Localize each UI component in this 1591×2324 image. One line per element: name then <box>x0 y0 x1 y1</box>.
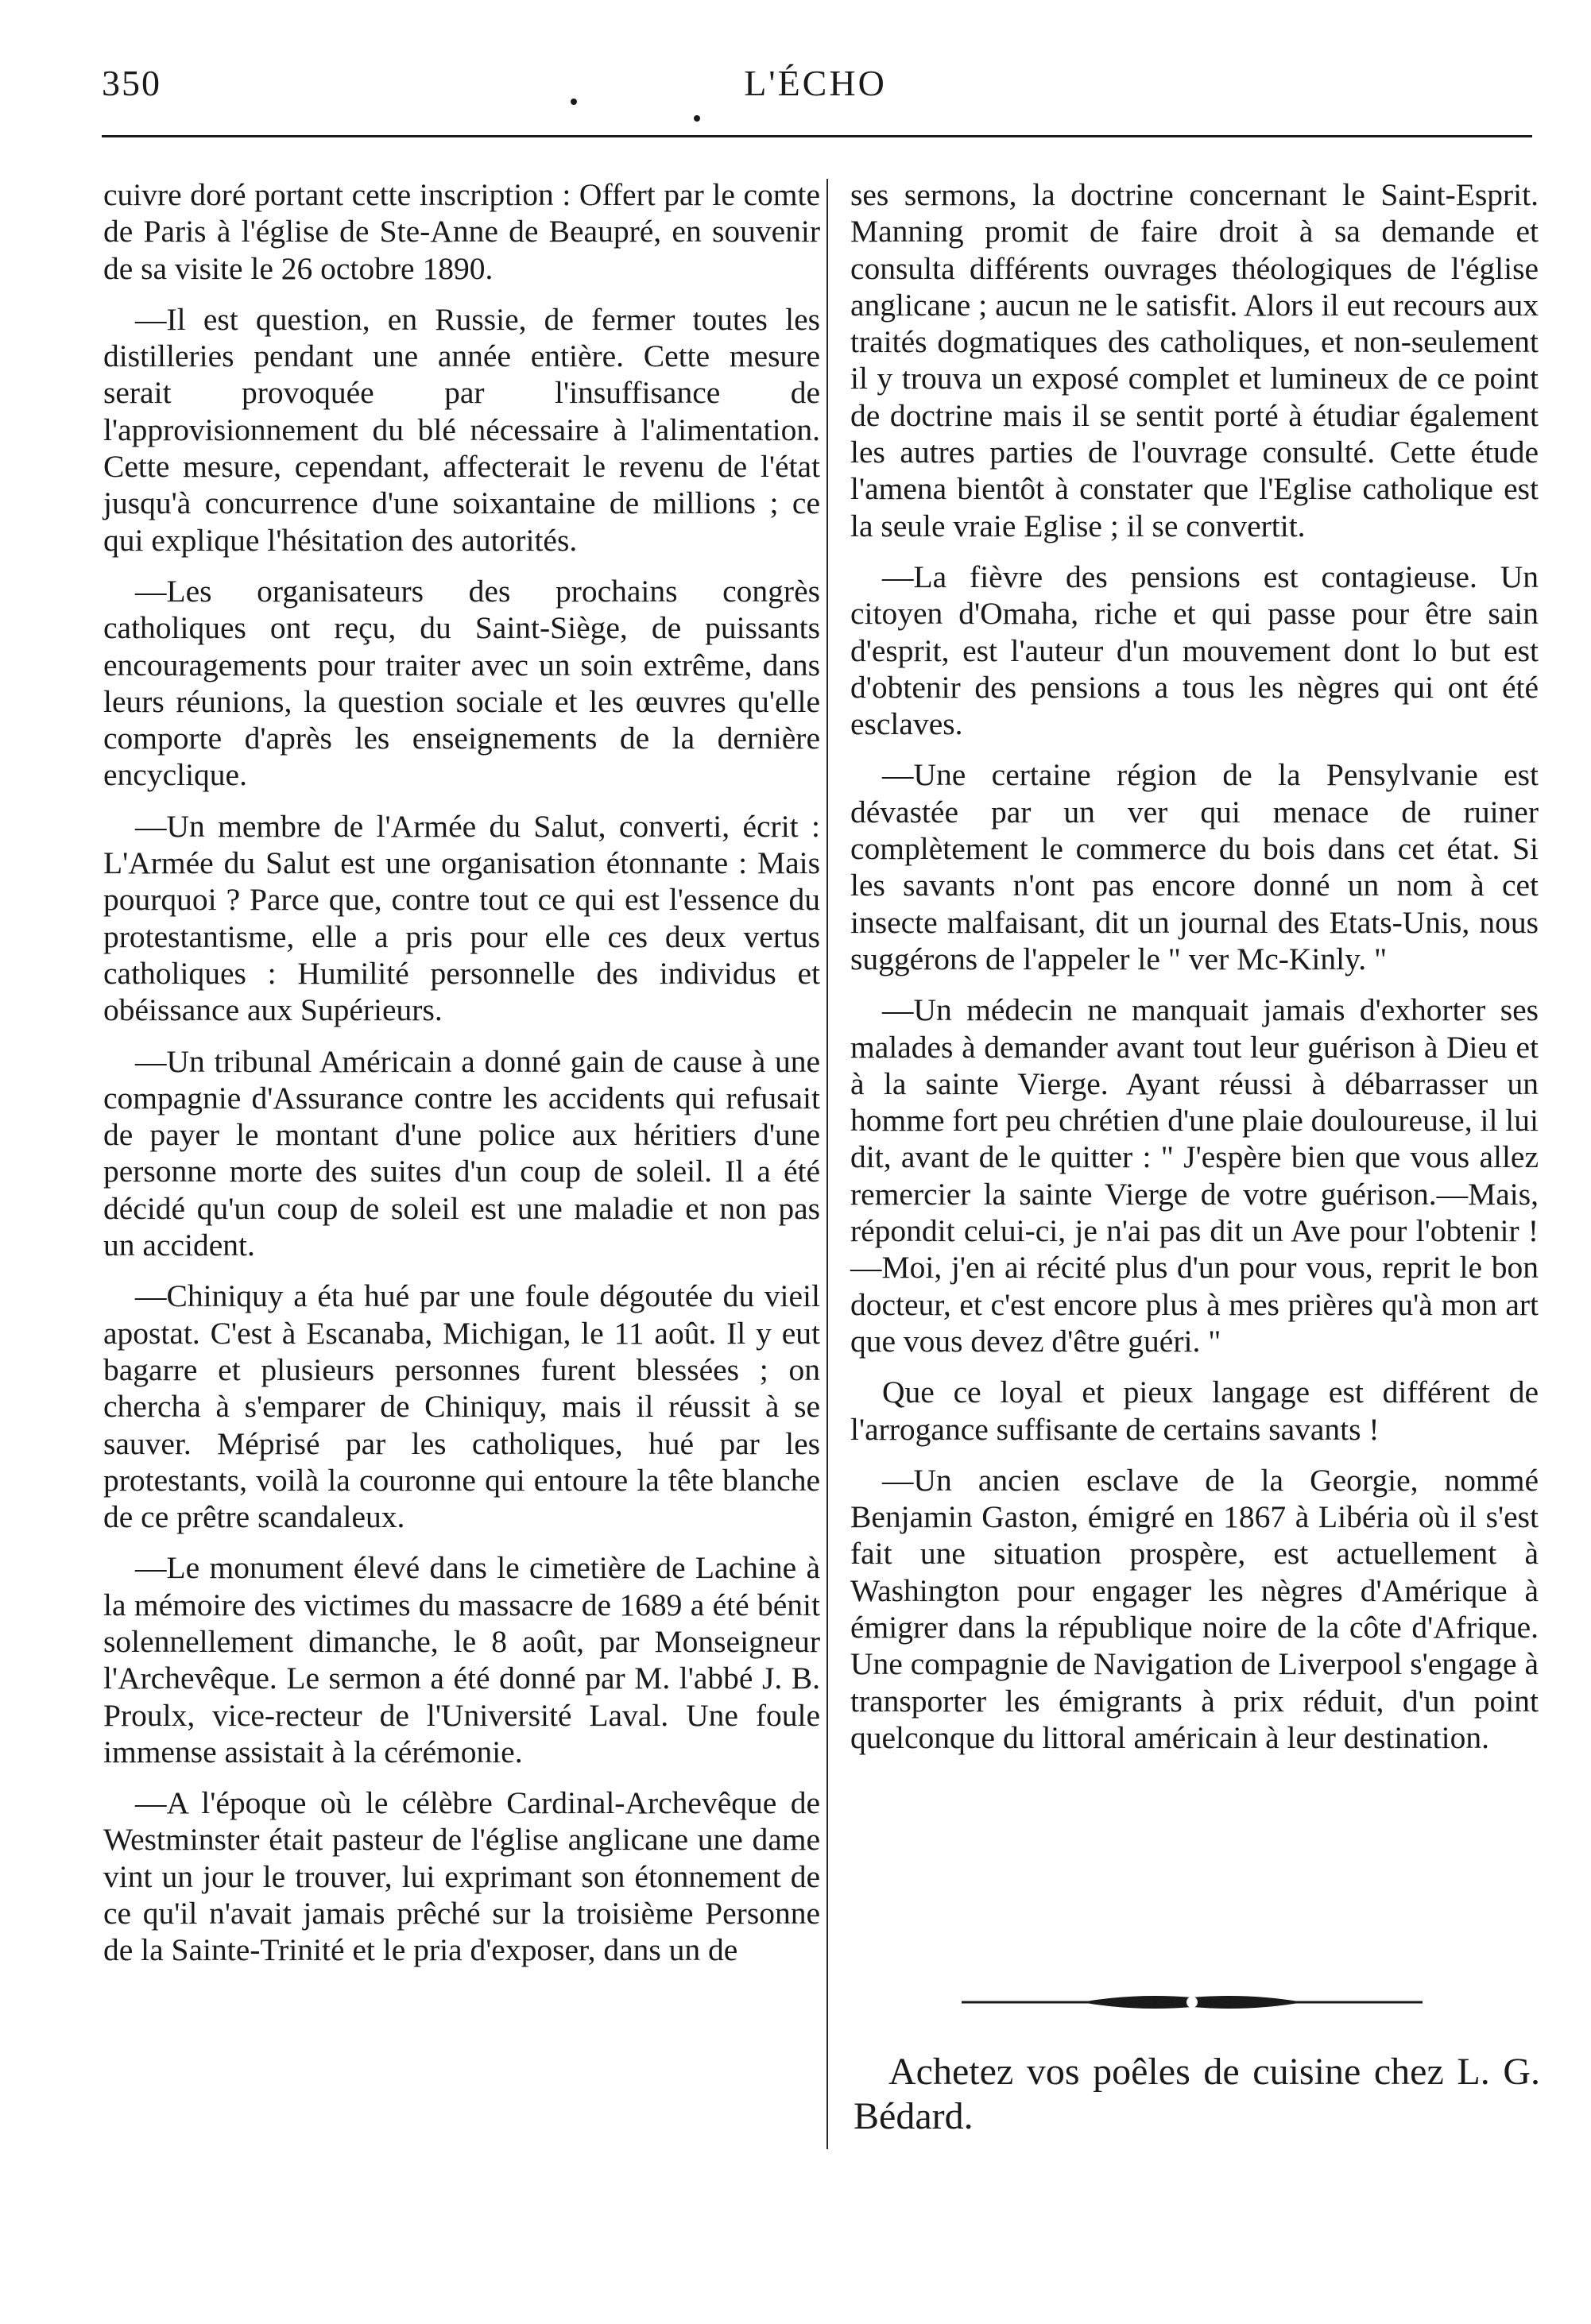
paragraph: —Le monument élevé dans le cimetière de Lachine à la mémoire des victimes du massacre de 1689 a été bénit solennellement dimanche, le 8 août, par Monseigneur l'Archevêque. Le sermon a été donné par M. l'abbé J. B. Proulx, vice-recteur de l'Université Laval. Une foule immense assistait à la cérémonie. <box>103 1550 820 1769</box>
page-header <box>102 57 1529 113</box>
page-number: 350 <box>102 63 161 103</box>
paragraph: —Il est question, en Russie, de fermer toutes les distilleries pendant une année entière. Cette mesure serait provoquée par l'insuffisance de l'approvisionnement du blé nécessaire à l'alimentation. Cette mesure, cependant, affecterait le revenu de l'état jusqu'à concurrence d'une soixantaine de millions ; ce qui explique l'hésitation des autorités. <box>103 301 820 558</box>
paragraph: —Une certaine région de la Pensylvanie est dévastée par un ver qui menace de ruiner complètement le commerce du bois dans cet état. Si les savants n'ont pas encore donné un nom à cet insecte malfaisant, dit un journal des Etats-Unis, nous suggérons de l'appeler le " ver Mc-Kinly. " <box>850 757 1539 976</box>
paragraph: —Un médecin ne manquait jamais d'exhorter ses malades à demander avant tout leur guérison à Dieu et à la sainte Vierge. Ayant réussi à débarrasser un homme fort peu chrétien d'une plaie douloureuse, il lui dit, avant de le quitter : " J'espère bien que vous allez remercier la sainte Vierge de votre guérison.—Mais, répondit celui-ci, je n'ai pas dit un Ave pour l'obtenir !—Moi, j'en ai récité plus d'un pour vous, reprit le bon docteur, et c'est encore plus à mes prières qu'à mon art que vous devez d'être guéri. " <box>850 992 1539 1359</box>
paragraph: —A l'époque où le célèbre Cardinal-Archevêque de Westminster était pasteur de l'église anglicane une dame vint un jour le trouver, lui exprimant son étonnement de ce qu'il n'avait jamais prêché sur la troisième Personne de la Sainte-Trinité et le pria d'exposer, dans un de <box>103 1785 820 1968</box>
paragraph: ses sermons, la doctrine concernant le Saint-Esprit. Manning promit de faire droit à sa demande et consulta différents ouvrages théologiques de l'église anglicane ; aucun ne le satisfit. Alors il eut recours aux traités dogmatiques des catholiques, et non-seulement il y trouva un exposé complet et lumineux de ce point de doctrine mais il se sentit porté à étudiar également les autres parties de l'ouvrage consulté. Cette étude l'amena bientôt à constater que l'Eglise catholique est la seule vraie Eglise ; il se convertit. <box>850 177 1539 543</box>
header-rule <box>102 135 1532 137</box>
ornamental-divider <box>962 1986 1423 2018</box>
advertisement: Achetez vos poêles de cuisine chez L. G. Bédard. <box>854 2051 1540 2137</box>
column-rule <box>826 179 828 2149</box>
paragraph: —Un membre de l'Armée du Salut, converti, écrit : L'Armée du Salut est une organisation étonnante : Mais pourquoi ? Parce que, contre tout ce qui est l'essence du protestantisme, elle a pris pour elle ces deux vertus catholiques : Humilité personnelle des individus et obéissance aux Supérieurs. <box>103 808 820 1028</box>
paragraph: —La fièvre des pensions est contagieuse. Un citoyen d'Omaha, riche et qui passe pour être sain d'esprit, est l'auteur d'un mouvement dont lo but est d'obtenir des pensions a tous les nègres qui ont été esclaves. <box>850 559 1539 742</box>
right-column <box>850 176 1539 1770</box>
header-dot-left <box>571 99 577 105</box>
paragraph: cuivre doré portant cette inscription : Offert par le comte de Paris à l'église de Ste-Anne de Beaupré, en souvenir de sa visite le 26 octobre 1890. <box>103 177 820 286</box>
paragraph: —Chiniquy a éta hué par une foule dégoutée du vieil apostat. C'est à Escanaba, Michigan, le 11 août. Il y eut bagarre et plusieurs personnes furent blessées ; on chercha à s'emparer de Chiniquy, mais il réussit à se sauver. Méprisé par les catholiques, hué par les protestants, voilà la couronne qui entoure la tête blanche de ce prêtre scandaleux. <box>103 1278 820 1535</box>
paragraph: —Un tribunal Américain a donné gain de cause à une compagnie d'Assurance contre les accidents qui refusait de payer le montant d'une police aux héritiers d'une personne morte des suites d'un coup de soleil. Il a été décidé qu'un coup de soleil est une maladie et non pas un accident. <box>103 1043 820 1263</box>
paragraph: —Les organisateurs des prochains congrès catholiques ont reçu, du Saint-Siège, de puissants encouragements pour traiter avec un soin extrême, dans leurs réunions, la question sociale et les œuvres qu'elle comporte d'après les enseignements de la dernière encyclique. <box>103 573 820 793</box>
running-title: L'ÉCHO <box>744 63 887 103</box>
paragraph: Que ce loyal et pieux langage est différent de l'arrogance suffisante de certains savants ! <box>850 1375 1539 1447</box>
header-dot-right <box>694 115 700 122</box>
left-column <box>103 176 820 1983</box>
paragraph: —Un ancien esclave de la Georgie, nommé Benjamin Gaston, émigré en 1867 à Libéria où il s'est fait une situation prospère, est actuellement à Washington pour engager les nègres d'Amérique à émigrer dans la république noire de la côte d'Afrique. Une compagnie de Navigation de Liverpool s'engage à transporter les émigrants à prix réduit, d'un point quelconque du littoral américain à leur destination. <box>850 1462 1539 1755</box>
